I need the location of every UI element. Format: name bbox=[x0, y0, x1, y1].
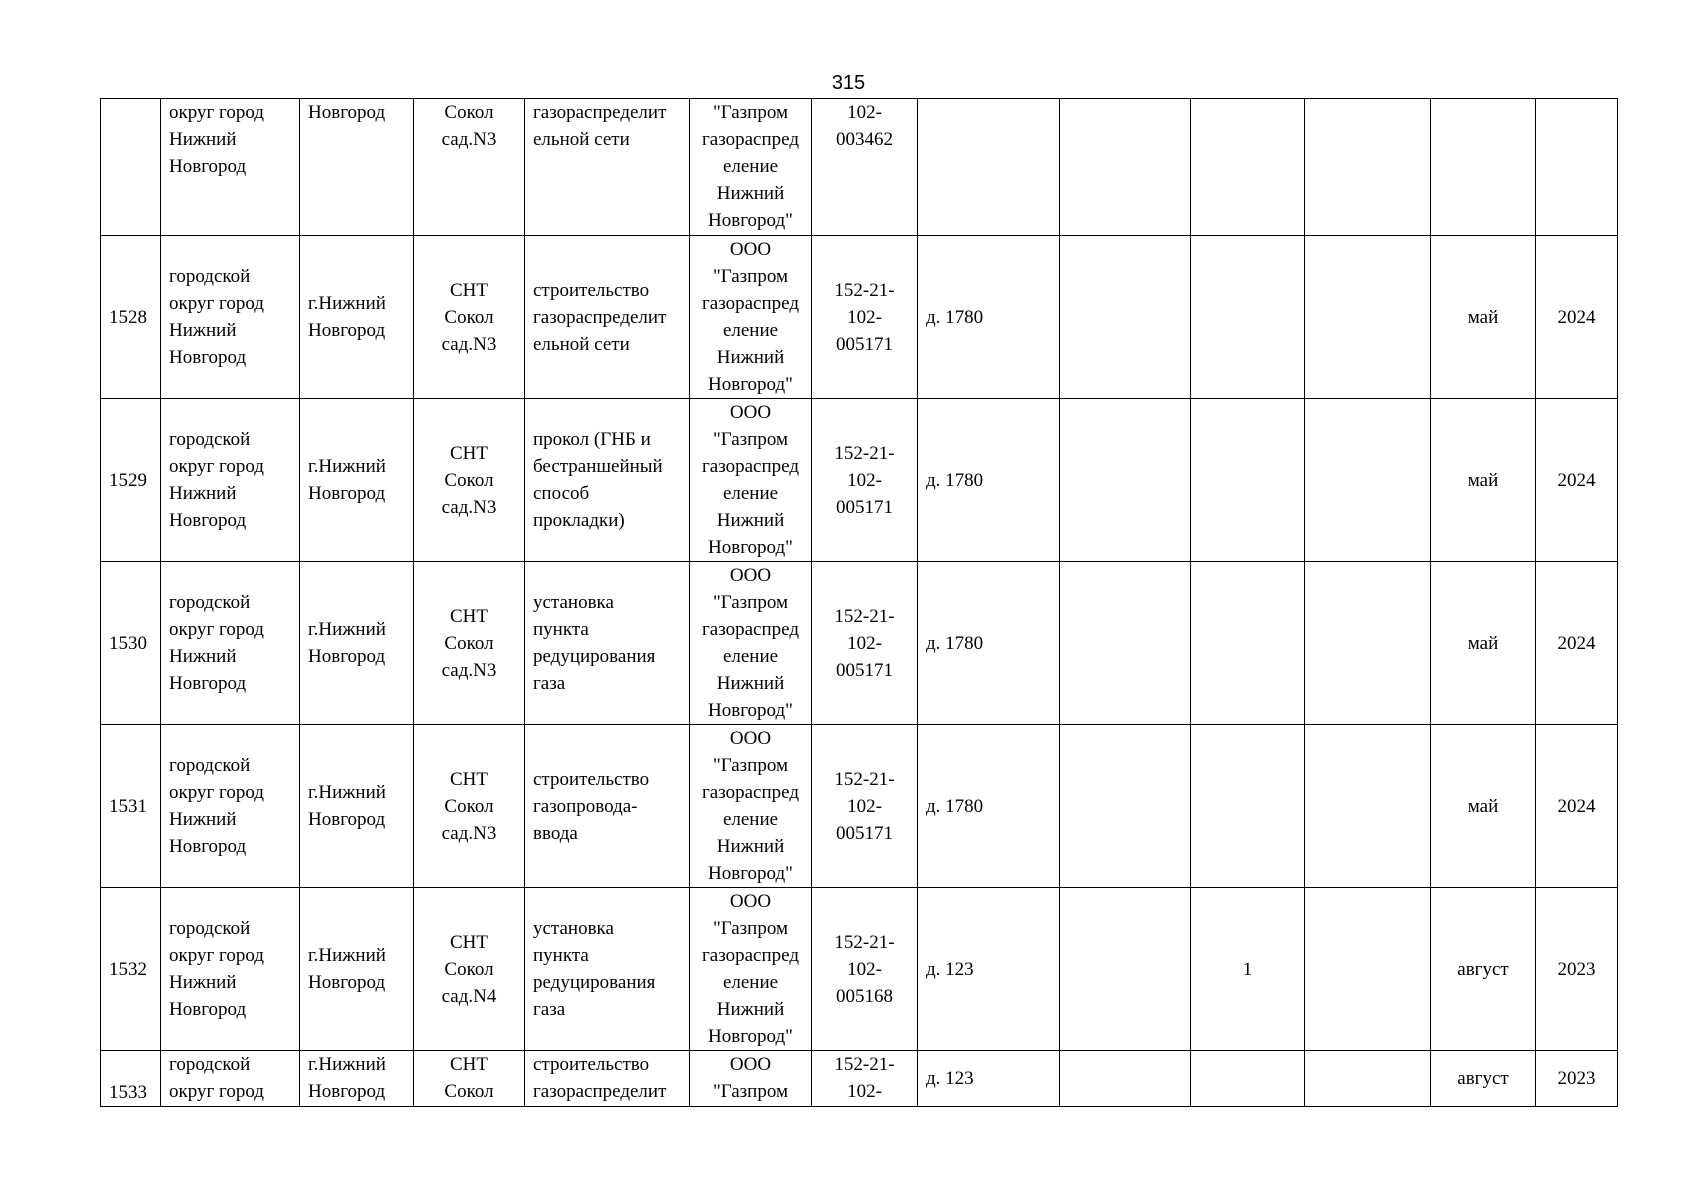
year-cell-text: 2024 bbox=[1557, 632, 1596, 654]
row-number-cell-text: 1532 bbox=[109, 958, 147, 980]
table-row bbox=[101, 888, 1618, 1051]
table-row bbox=[101, 99, 1618, 236]
empty-cell bbox=[1060, 1051, 1191, 1107]
house-cell-text: д. 1780 bbox=[926, 632, 984, 654]
empty-cell bbox=[1305, 888, 1431, 1051]
house-cell bbox=[918, 236, 1060, 399]
work-type-cell bbox=[525, 725, 690, 888]
work-type-cell-text: строительство газопровода- ввода bbox=[533, 768, 650, 844]
quantity-cell bbox=[1191, 725, 1305, 888]
year-cell-text: 2024 bbox=[1557, 306, 1596, 328]
month-cell-text: май bbox=[1467, 469, 1499, 491]
organization-cell-text: ООО "Газпром газораспред еление Нижний Новгород" bbox=[701, 402, 799, 558]
quantity-cell bbox=[1191, 236, 1305, 399]
house-cell bbox=[918, 725, 1060, 888]
month-cell bbox=[1431, 236, 1536, 399]
code-cell-text: 152-21- 102- 005171 bbox=[834, 605, 895, 681]
locality-cell-text: г.Нижний Новгород bbox=[308, 456, 386, 504]
organization-cell bbox=[690, 236, 812, 399]
year-cell bbox=[1536, 99, 1618, 236]
district-cell-text: городской округ город Нижний Новгород bbox=[169, 429, 264, 531]
place-cell bbox=[414, 236, 525, 399]
organization-cell bbox=[690, 888, 812, 1051]
work-type-cell-text: прокол (ГНБ и бестраншейный способ прокладки) bbox=[533, 429, 663, 531]
place-cell-text: СНТ Сокол сад.N3 bbox=[441, 442, 497, 518]
row-number-cell bbox=[101, 399, 161, 562]
year-cell bbox=[1536, 725, 1618, 888]
empty-cell bbox=[1305, 562, 1431, 725]
row-number-cell-text: 1529 bbox=[109, 469, 147, 491]
month-cell-text: май bbox=[1467, 632, 1499, 654]
code-cell bbox=[812, 99, 918, 236]
month-cell bbox=[1431, 99, 1536, 236]
code-cell bbox=[812, 562, 918, 725]
table-row bbox=[101, 562, 1618, 725]
work-type-cell bbox=[525, 99, 690, 236]
house-cell bbox=[918, 399, 1060, 562]
district-cell-text: городской округ город bbox=[169, 1054, 264, 1102]
code-cell-text: 152-21- 102- 005171 bbox=[834, 442, 895, 518]
month-cell-text: май bbox=[1467, 795, 1499, 817]
table-row bbox=[101, 725, 1618, 888]
place-cell-text: Сокол сад.N3 bbox=[441, 102, 497, 150]
row-number-cell bbox=[101, 888, 161, 1051]
house-cell-text: д. 123 bbox=[926, 958, 974, 980]
organization-cell-text: ООО "Газпром газораспред еление Нижний Новгород" bbox=[701, 239, 799, 395]
work-type-cell-text: установка пункта редуцирования газа bbox=[533, 592, 656, 694]
place-cell-text: СНТ Сокол сад.N3 bbox=[441, 605, 497, 681]
empty-cell bbox=[1060, 725, 1191, 888]
house-cell-text: д. 1780 bbox=[926, 469, 984, 491]
year-cell bbox=[1536, 399, 1618, 562]
month-cell bbox=[1431, 562, 1536, 725]
year-cell-text: 2024 bbox=[1557, 795, 1596, 817]
empty-cell bbox=[1060, 99, 1191, 236]
code-cell bbox=[812, 888, 918, 1051]
empty-cell bbox=[1305, 236, 1431, 399]
locality-cell bbox=[300, 725, 414, 888]
empty-cell bbox=[1305, 725, 1431, 888]
district-cell-text: округ город Нижний Новгород bbox=[169, 102, 264, 177]
quantity-cell bbox=[1191, 562, 1305, 725]
code-cell-text: 152-21- 102- 005171 bbox=[834, 279, 895, 355]
row-number-cell-text: 1530 bbox=[109, 632, 147, 654]
place-cell-text: СНТ Сокол сад.N3 bbox=[441, 768, 497, 844]
quantity-cell bbox=[1191, 1051, 1305, 1107]
month-cell bbox=[1431, 725, 1536, 888]
table-row bbox=[101, 236, 1618, 399]
code-cell bbox=[812, 399, 918, 562]
locality-cell bbox=[300, 562, 414, 725]
empty-cell bbox=[1305, 1051, 1431, 1107]
year-cell bbox=[1536, 888, 1618, 1051]
district-cell-text: городской округ город Нижний Новгород bbox=[169, 266, 264, 368]
month-cell-text: май bbox=[1467, 306, 1499, 328]
quantity-cell-text: 1 bbox=[1242, 958, 1253, 980]
locality-cell bbox=[300, 888, 414, 1051]
place-cell-text: СНТ Сокол bbox=[444, 1054, 494, 1102]
month-cell bbox=[1431, 1051, 1536, 1107]
district-cell-text: городской округ город Нижний Новгород bbox=[169, 918, 264, 1020]
locality-cell bbox=[300, 399, 414, 562]
code-cell-text: 102- 003462 bbox=[836, 102, 893, 150]
place-cell-text: СНТ Сокол сад.N3 bbox=[441, 279, 497, 355]
empty-cell bbox=[1305, 399, 1431, 562]
locality-cell-text: г.Нижний Новгород bbox=[308, 945, 386, 993]
place-cell bbox=[414, 99, 525, 236]
empty-cell bbox=[1060, 236, 1191, 399]
work-type-cell-text: строительство газораспределит bbox=[533, 1054, 667, 1102]
house-cell-text: д. 1780 bbox=[926, 306, 984, 328]
code-cell bbox=[812, 1051, 918, 1107]
quantity-cell bbox=[1191, 99, 1305, 236]
row-number-cell bbox=[101, 562, 161, 725]
district-cell-text: городской округ город Нижний Новгород bbox=[169, 755, 264, 857]
work-type-cell-text: установка пункта редуцирования газа bbox=[533, 918, 656, 1020]
work-type-cell bbox=[525, 562, 690, 725]
row-number-cell bbox=[101, 725, 161, 888]
organization-cell bbox=[690, 725, 812, 888]
empty-cell bbox=[1060, 888, 1191, 1051]
district-cell-text: городской округ город Нижний Новгород bbox=[169, 592, 264, 694]
place-cell bbox=[414, 725, 525, 888]
place-cell bbox=[414, 1051, 525, 1107]
house-cell bbox=[918, 888, 1060, 1051]
month-cell bbox=[1431, 888, 1536, 1051]
month-cell-text: август bbox=[1457, 958, 1509, 980]
locality-cell-text: г.Нижний Новгород bbox=[308, 293, 386, 341]
place-cell bbox=[414, 562, 525, 725]
locality-cell bbox=[300, 236, 414, 399]
district-cell bbox=[161, 888, 300, 1051]
organization-cell bbox=[690, 1051, 812, 1107]
place-cell bbox=[414, 399, 525, 562]
organization-cell-text: ООО "Газпром газораспред еление Нижний Новгород" bbox=[701, 891, 799, 1047]
place-cell bbox=[414, 888, 525, 1051]
table-row bbox=[101, 1051, 1618, 1107]
house-cell-text: д. 123 bbox=[926, 1068, 974, 1089]
work-type-cell bbox=[525, 888, 690, 1051]
house-cell bbox=[918, 99, 1060, 236]
house-cell bbox=[918, 1051, 1060, 1107]
row-number-cell bbox=[101, 236, 161, 399]
row-number-cell-text: 1528 bbox=[109, 306, 147, 328]
district-cell bbox=[161, 99, 300, 236]
work-type-cell-text: строительство газораспределит ельной сети bbox=[533, 279, 667, 355]
year-cell bbox=[1536, 562, 1618, 725]
locality-cell bbox=[300, 99, 414, 236]
page-number: 315 bbox=[831, 72, 866, 94]
code-cell-text: 152-21- 102- 005171 bbox=[834, 768, 895, 844]
empty-cell bbox=[1305, 99, 1431, 236]
locality-cell bbox=[300, 1051, 414, 1107]
organization-cell-text: ООО "Газпром газораспред еление Нижний Новгород" bbox=[701, 728, 799, 884]
year-cell-text: 2024 bbox=[1557, 469, 1596, 491]
empty-cell bbox=[1060, 562, 1191, 725]
locality-cell-text: г.Нижний Новгород bbox=[308, 782, 386, 830]
district-cell bbox=[161, 399, 300, 562]
work-type-cell-text: газораспределит ельной сети bbox=[533, 102, 667, 150]
code-cell-text: 152-21- 102- bbox=[834, 1054, 895, 1102]
code-cell bbox=[812, 725, 918, 888]
work-type-cell bbox=[525, 399, 690, 562]
work-type-cell bbox=[525, 236, 690, 399]
table-row bbox=[101, 399, 1618, 562]
locality-cell-text: Новгород bbox=[308, 102, 386, 123]
row-number-cell bbox=[101, 99, 161, 236]
data-table bbox=[100, 98, 1618, 1107]
organization-cell bbox=[690, 99, 812, 236]
table-body bbox=[101, 99, 1618, 1107]
quantity-cell bbox=[1191, 399, 1305, 562]
organization-cell bbox=[690, 399, 812, 562]
row-number-cell bbox=[101, 1051, 161, 1107]
locality-cell-text: г.Нижний Новгород bbox=[308, 1054, 386, 1102]
month-cell bbox=[1431, 399, 1536, 562]
month-cell-text: август bbox=[1457, 1068, 1509, 1089]
empty-cell bbox=[1060, 399, 1191, 562]
year-cell-text: 2023 bbox=[1557, 1068, 1596, 1089]
row-number-cell-text: 1531 bbox=[109, 795, 147, 817]
locality-cell-text: г.Нижний Новгород bbox=[308, 619, 386, 667]
work-type-cell bbox=[525, 1051, 690, 1107]
house-cell bbox=[918, 562, 1060, 725]
organization-cell-text: ООО "Газпром bbox=[712, 1054, 789, 1102]
code-cell-text: 152-21- 102- 005168 bbox=[834, 931, 895, 1007]
district-cell bbox=[161, 562, 300, 725]
district-cell bbox=[161, 236, 300, 399]
row-number-cell-text: 1533 bbox=[109, 1082, 147, 1103]
district-cell bbox=[161, 1051, 300, 1107]
quantity-cell bbox=[1191, 888, 1305, 1051]
district-cell bbox=[161, 725, 300, 888]
code-cell bbox=[812, 236, 918, 399]
organization-cell-text: "Газпром газораспред еление Нижний Новгород" bbox=[701, 102, 799, 231]
place-cell-text: СНТ Сокол сад.N4 bbox=[441, 931, 497, 1007]
year-cell-text: 2023 bbox=[1557, 958, 1596, 980]
year-cell bbox=[1536, 1051, 1618, 1107]
house-cell-text: д. 1780 bbox=[926, 795, 984, 817]
year-cell bbox=[1536, 236, 1618, 399]
organization-cell bbox=[690, 562, 812, 725]
organization-cell-text: ООО "Газпром газораспред еление Нижний Новгород" bbox=[701, 565, 799, 721]
